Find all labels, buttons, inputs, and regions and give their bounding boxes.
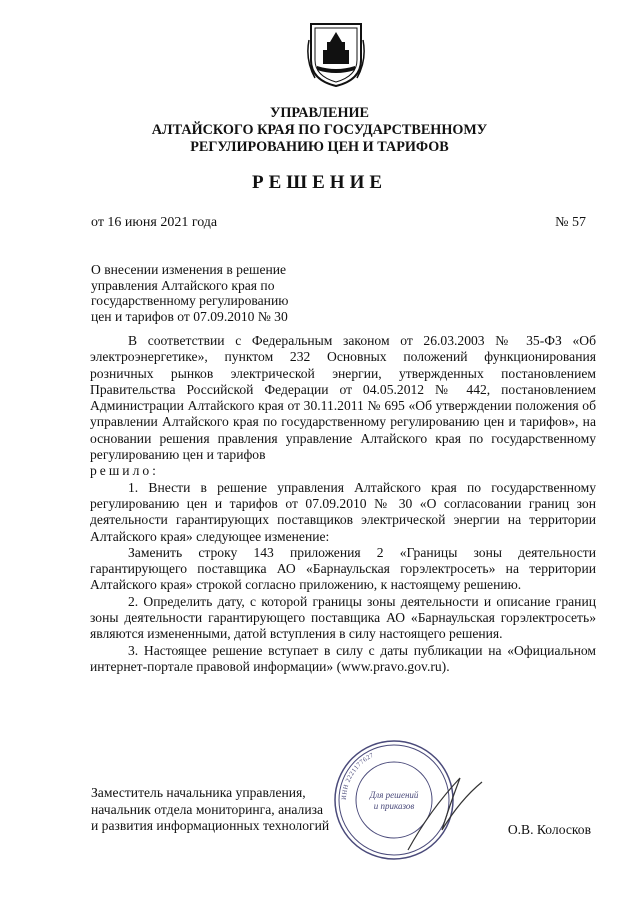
org-name-line-3: РЕГУЛИРОВАНИЮ ЦЕН И ТАРИФОВ <box>190 139 449 155</box>
subject-line: О внесении изменения в решение <box>91 262 287 277</box>
position-line: и развития информационных технологий <box>91 818 330 833</box>
subject-line: управления Алтайского края по <box>91 277 275 293</box>
signatory-position <box>91 785 329 835</box>
document-subject <box>91 262 351 324</box>
stamp-ring-text: ИНН 2221177627 <box>340 751 376 801</box>
item-1-detail-paragraph: Заменить строку 143 приложения 2 «Границы зоны деятельности гарантирующего поставщика АО «Барнаульская горэлектросеть» на территории Алтайского края» строкой согласно приложению, к настоящему решению. <box>90 544 596 593</box>
stamp-center-text-2: и приказов <box>373 801 415 811</box>
subject-line: цен и тарифов от 07.09.2010 № 30 <box>91 308 288 324</box>
item-2-paragraph: 2. Определить дату, с которой границы зоны деятельности и описание границ зоны деятельности гарантирующего поставщика АО «Барнаульская горэлектросеть» являются измененными, датой вступления в силу настоящего решения. <box>90 593 596 642</box>
org-name-line-1: УПРАВЛЕНИЕ <box>269 105 370 121</box>
handwritten-signature-icon <box>400 770 490 860</box>
document-title: РЕШЕНИЕ <box>251 172 388 193</box>
signatory-name: О.В. Колосков <box>507 822 591 837</box>
document-date: от 16 июня 2021 года <box>91 215 218 230</box>
org-name-line-2: АЛТАЙСКОГО КРАЯ ПО ГОСУДАРСТВЕННОМУ <box>151 122 488 138</box>
stamp-center-text-1: Для решений <box>369 790 419 800</box>
subject-line: государственному регулированию <box>91 293 289 308</box>
item-1-paragraph: 1. Внести в решение управления Алтайского края по государственному регулированию цен и тарифов от 07.09.2010 № 30 «О согласовании границ зон деятельности гарантирующих поставщиков электрической энергии на территории Алтайского края» следующее изменение: <box>90 479 596 544</box>
resolved-label: решило: <box>90 463 159 479</box>
document-body <box>90 333 596 675</box>
preamble-paragraph: В соответствии с Федеральным законом от 26.03.2003 № 35-ФЗ «Об электроэнергетике», пунктом 232 Основных положений функционирования розничных рынков электрической энергии, утвержденных постановлением Правительства Российской Федерации от 04.05.2012 № 442, постановлением Администрации Алтайского края от 30.11.2011 № 695 «Об утверждении положения об управлении Алтайского края по государственному регулированию цен и тарифов», на основании решения правления управление Алтайского края по государственному регулированию цен и тарифов <box>90 333 596 463</box>
position-line: начальник отдела мониторинга, анализа <box>91 801 324 817</box>
position-line: Заместитель начальника управления, <box>91 785 306 800</box>
altai-krai-coat-of-arms-icon <box>305 20 367 88</box>
item-3-paragraph: 3. Настоящее решение вступает в силу с даты публикации на «Официальном интернет-портале правовой информации» (www.pravo.gov.ru). <box>90 642 596 674</box>
document-number: № 57 <box>555 215 586 230</box>
